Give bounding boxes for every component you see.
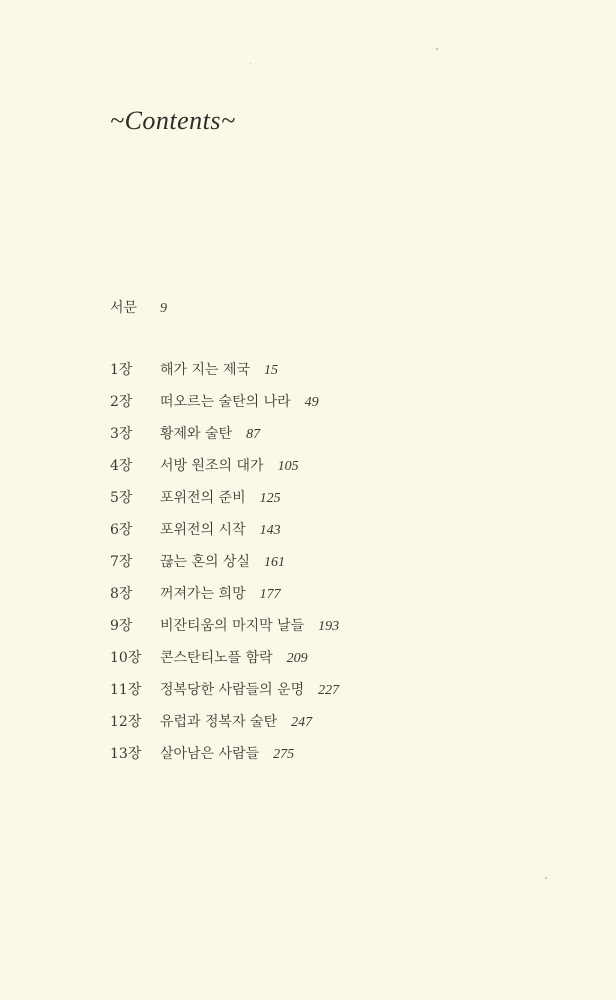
preface-page: 9	[160, 301, 167, 316]
toc-entry	[110, 648, 339, 680]
chapter-page: 105	[277, 459, 299, 474]
chapter-number: 1장	[110, 362, 133, 378]
chapter-number: 12장	[110, 714, 142, 730]
chapter-number: 6장	[110, 522, 133, 538]
chapter-number: 3장	[110, 426, 133, 442]
chapter-list	[110, 360, 339, 776]
chapter-title: 끊는 혼의 상실	[160, 554, 251, 570]
chapter-page: 161	[264, 555, 286, 570]
chapter-title: 비잔티움의 마지막 날들	[160, 618, 305, 634]
chapter-page: 209	[286, 651, 308, 666]
chapter-page: 227	[318, 683, 340, 698]
chapter-number: 7장	[110, 554, 133, 570]
preface-entry	[110, 298, 167, 318]
chapter-page: 15	[264, 363, 279, 378]
chapter-number: 2장	[110, 394, 133, 410]
toc-entry	[110, 392, 339, 424]
chapter-title: 떠오르는 술탄의 나라	[160, 394, 291, 410]
chapter-title: 포위전의 준비	[160, 490, 246, 506]
chapter-title: 살아남은 사람들	[160, 746, 260, 762]
chapter-page: 87	[246, 427, 261, 442]
chapter-title: 서방 원조의 대가	[160, 458, 264, 474]
chapter-title: 정복당한 사람들의 운명	[160, 682, 305, 698]
chapter-number: 8장	[110, 586, 133, 602]
toc-entry	[110, 616, 339, 648]
contents-title: ~Contents~	[110, 106, 236, 135]
chapter-number: 9장	[110, 618, 133, 634]
chapter-page: 49	[304, 395, 319, 410]
toc-entry	[110, 360, 339, 392]
toc-entry	[110, 680, 339, 712]
toc-entry	[110, 712, 339, 744]
chapter-title: 꺼져가는 희망	[160, 586, 246, 602]
toc-entry	[110, 520, 339, 552]
chapter-number: 5장	[110, 490, 133, 506]
toc-entry	[110, 744, 339, 776]
toc-entry	[110, 488, 339, 520]
paper-speck	[545, 877, 547, 879]
chapter-number: 4장	[110, 458, 133, 474]
toc-entry	[110, 424, 339, 456]
chapter-title: 유럽과 정복자 술탄	[160, 714, 278, 730]
toc-entry	[110, 584, 339, 616]
chapter-title: 포위전의 시작	[160, 522, 246, 538]
chapter-title: 콘스탄티노플 함락	[160, 650, 273, 666]
preface-label: 서문	[110, 300, 138, 316]
paper-speck	[250, 63, 251, 64]
chapter-number: 11장	[110, 682, 142, 698]
chapter-page: 275	[273, 747, 295, 762]
chapter-page: 193	[318, 619, 340, 634]
toc-entry	[110, 456, 339, 488]
chapter-page: 143	[259, 523, 281, 538]
toc-entry	[110, 552, 339, 584]
paper-speck	[436, 48, 438, 50]
chapter-number: 10장	[110, 650, 142, 666]
chapter-page: 177	[259, 587, 281, 602]
chapter-page: 125	[259, 491, 281, 506]
chapter-title: 황제와 술탄	[160, 426, 233, 442]
chapter-page: 247	[291, 715, 313, 730]
chapter-title: 해가 지는 제국	[160, 362, 251, 378]
chapter-number: 13장	[110, 746, 142, 762]
